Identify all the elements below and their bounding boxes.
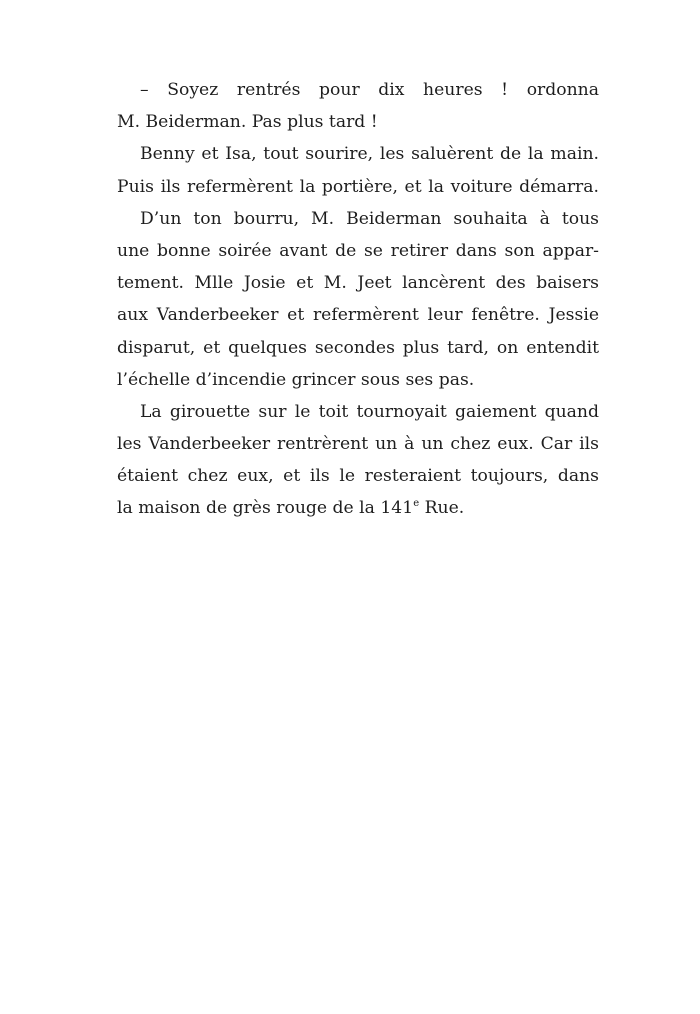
- text-line: La girouette sur le toit tournoyait gaiement quand: [140, 401, 599, 422]
- text-line-final: [117, 492, 599, 524]
- text-line: disparut, et quelques secondes plus tard, on entendit: [117, 337, 599, 358]
- paragraph-2: [117, 138, 599, 202]
- ordinal-superscript: e: [413, 498, 420, 510]
- paragraph-1: [117, 74, 599, 138]
- text-fragment: la maison de grès rouge de la 141: [117, 498, 414, 519]
- book-page-text: [117, 74, 599, 525]
- text-line: Benny et Isa, tout sourire, les saluèrent de la main.: [140, 144, 599, 165]
- text-fragment: Rue.: [419, 498, 465, 519]
- text-line: étaient chez eux, et ils le resteraient toujours, dans: [117, 466, 599, 487]
- paragraph-4: [117, 396, 599, 525]
- text-line: une bonne soirée avant de se retirer dans son appar-: [117, 240, 599, 261]
- text-line: les Vanderbeeker rentrèrent un à un chez eux. Car ils: [117, 434, 599, 455]
- text-line: M. Beiderman. Pas plus tard !: [117, 112, 378, 133]
- text-line: – Soyez rentrés pour dix heures ! ordonna: [140, 80, 599, 100]
- paragraph-3: [117, 203, 599, 396]
- text-line: D’un ton bourru, M. Beiderman souhaita à tous: [140, 208, 599, 229]
- text-line: aux Vanderbeeker et refermèrent leur fenêtre. Jessie: [117, 305, 599, 326]
- text-line: Puis ils refermèrent la portière, et la voiture démarra.: [117, 176, 599, 197]
- text-line: l’échelle d’incendie grincer sous ses pas.: [117, 369, 475, 390]
- text-line: tement. Mlle Josie et M. Jeet lancèrent des baisers: [117, 273, 599, 294]
